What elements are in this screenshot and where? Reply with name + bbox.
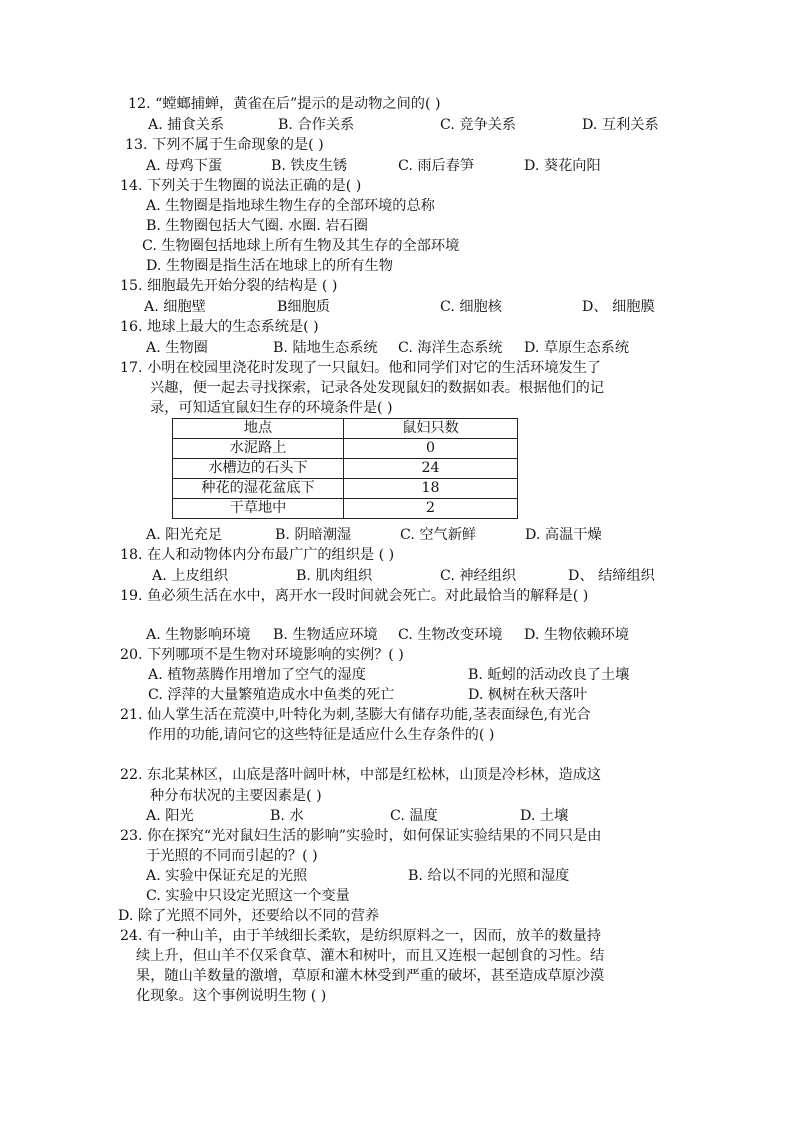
table-header-row bbox=[173, 419, 518, 439]
q14-option-b[interactable]: B. 生物圈包括大气圈. 水圈. 岩石圈 bbox=[146, 218, 368, 234]
q23-stem-line-2: 于光照的不同而引起的？( ) bbox=[146, 848, 318, 864]
q22-stem-line-2: 种分布状况的主要因素是( ) bbox=[150, 788, 322, 804]
table-cell-location: 水槽边的石头下 bbox=[173, 459, 344, 479]
q12-option-b[interactable]: B. 合作关系 bbox=[278, 117, 355, 133]
q17-option-d[interactable]: D. 高温干燥 bbox=[525, 527, 602, 543]
q12-option-d[interactable]: D. 互利关系 bbox=[582, 117, 659, 133]
q21-stem-line-2: 作用的功能,请问它的这些特征是适应什么生存条件的( ) bbox=[148, 727, 495, 743]
q22-option-d[interactable]: D. 土壤 bbox=[520, 808, 569, 824]
q23-option-a[interactable]: A. 实验中保证充足的光照 bbox=[146, 868, 308, 884]
table-cell-count: 0 bbox=[344, 439, 518, 459]
q17-option-c[interactable]: C. 空气新鲜 bbox=[400, 527, 477, 543]
q24-stem-line-3: 果，随山羊数量的激增，草原和灌木林受到严重的破坏，甚至造成草原沙漠 bbox=[136, 968, 605, 984]
q18-option-a[interactable]: A. 上皮组织 bbox=[152, 568, 229, 584]
table-row bbox=[173, 439, 518, 459]
table-header-count: 鼠妇只数 bbox=[344, 419, 518, 439]
q20-option-a[interactable]: A. 植物蒸腾作用增加了空气的湿度 bbox=[148, 667, 366, 683]
q20-option-b[interactable]: B. 蚯蚓的活动改良了土壤 bbox=[468, 667, 630, 683]
woodlouse-data-table bbox=[172, 418, 518, 519]
q13-option-b[interactable]: B. 铁皮生锈 bbox=[271, 158, 348, 174]
q16-option-b[interactable]: B. 陆地生态系统 bbox=[273, 340, 378, 356]
q14-stem: 14. 下列关于生物圈的说法正确的是( ) bbox=[120, 178, 362, 194]
table-cell-location: 种花的湿花盆底下 bbox=[173, 479, 344, 499]
q23-stem-line-1: 23. 你在探究“光对鼠妇生活的影响”实验时，如何保证实验结果的不同只是由 bbox=[120, 828, 602, 844]
q13-option-a[interactable]: A. 母鸡下蛋 bbox=[146, 158, 223, 174]
table-cell-count: 18 bbox=[344, 479, 518, 499]
q24-stem-line-1: 24. 有一种山羊，由于羊绒细长柔软，是纺织原料之一，因而，放羊的数量持 bbox=[120, 928, 602, 944]
q22-option-b[interactable]: B. 水 bbox=[270, 808, 304, 824]
q22-option-c[interactable]: C. 温度 bbox=[390, 808, 438, 824]
q23-option-d[interactable]: D. 除了光照不同外，还要给以不同的营养 bbox=[118, 908, 380, 924]
q14-option-d[interactable]: D. 生物圈是指生活在地球上的所有生物 bbox=[146, 258, 393, 274]
q12-stem: 12. “螳螂捕蝉，黄雀在后”提示的是动物之间的( ) bbox=[128, 96, 441, 112]
q13-option-c[interactable]: C. 雨后春笋 bbox=[398, 158, 475, 174]
q20-stem: 20. 下列哪项不是生物对环境影响的实例？( ) bbox=[120, 647, 404, 663]
table-cell-count: 24 bbox=[344, 459, 518, 479]
q23-option-c[interactable]: C. 实验中只设定光照这一个变量 bbox=[146, 888, 350, 904]
table-cell-location: 水泥路上 bbox=[173, 439, 344, 459]
q15-option-b[interactable]: B细胞质 bbox=[277, 299, 330, 315]
q24-stem-line-2: 续上升，但山羊不仅采食草、灌木和树叶，而且又连根一起刨食的习性。结 bbox=[136, 948, 605, 964]
q21-stem-line-1: 21. 仙人掌生活在荒漠中,叶特化为刺,茎膨大有储存功能,茎表面绿色,有光合 bbox=[120, 707, 591, 723]
q18-option-b[interactable]: B. 肌肉组织 bbox=[296, 568, 373, 584]
q16-option-a[interactable]: A. 生物圈 bbox=[146, 340, 208, 356]
q15-stem: 15. 细胞最先开始分裂的结构是 ( ) bbox=[120, 278, 338, 294]
q17-option-b[interactable]: B. 阴暗潮湿 bbox=[275, 527, 352, 543]
q18-stem: 18. 在人和动物体内分布最广广的组织是 ( ) bbox=[120, 547, 395, 563]
q24-stem-line-4: 化现象。这个事例说明生物 ( ) bbox=[136, 988, 327, 1004]
q19-option-b[interactable]: B. 生物适应环境 bbox=[273, 627, 378, 643]
table-cell-location: 干草地中 bbox=[173, 499, 344, 519]
table-cell-count: 2 bbox=[344, 499, 518, 519]
q22-option-a[interactable]: A. 阳光 bbox=[146, 808, 194, 824]
q17-stem-line-2: 兴趣，便一起去寻找探索，记录各处发现鼠妇的数据如表。根据他们的记 bbox=[150, 380, 605, 396]
q20-option-c[interactable]: C. 浮萍的大量繁殖造成水中鱼类的死亡 bbox=[148, 687, 395, 703]
q15-option-a[interactable]: A. 细胞壁 bbox=[144, 299, 206, 315]
table-row bbox=[173, 499, 518, 519]
q20-option-d[interactable]: D. 枫树在秋天落叶 bbox=[468, 687, 588, 703]
q16-option-c[interactable]: C. 海洋生态系统 bbox=[398, 340, 503, 356]
table-header-location: 地点 bbox=[173, 419, 344, 439]
q14-option-a[interactable]: A. 生物圈是指地球生物生存的全部环境的总称 bbox=[146, 198, 435, 214]
q12-option-c[interactable]: C. 竞争关系 bbox=[440, 117, 517, 133]
q19-option-d[interactable]: D. 生物依赖环境 bbox=[524, 627, 630, 643]
q19-option-c[interactable]: C. 生物改变环境 bbox=[398, 627, 503, 643]
q17-option-a[interactable]: A. 阳光充足 bbox=[146, 527, 223, 543]
q23-option-b[interactable]: B. 给以不同的光照和湿度 bbox=[408, 868, 570, 884]
q17-stem-line-1: 17. 小明在校园里浇花时发现了一只鼠妇。他和同学们对它的生活环境发生了 bbox=[120, 360, 602, 376]
q13-option-d[interactable]: D. 葵花向阳 bbox=[524, 158, 601, 174]
q17-stem-line-3: 录，可知适宜鼠妇生存的环境条件是( ) bbox=[150, 400, 393, 416]
q13-stem: 13. 下列不属于生命现象的是( ) bbox=[125, 137, 324, 153]
q15-option-d[interactable]: D、 细胞膜 bbox=[582, 299, 655, 315]
q19-option-a[interactable]: A. 生物影响环境 bbox=[146, 627, 251, 643]
q22-stem-line-1: 22. 东北某林区，山底是落叶阔叶林，中部是红松林，山顶是冷杉林，造成这 bbox=[120, 767, 602, 783]
q19-stem: 19. 鱼必须生活在水中，离开水一段时间就会死亡。对此最恰当的解释是( ) bbox=[120, 588, 589, 604]
table-row bbox=[173, 479, 518, 499]
q12-option-a[interactable]: A. 捕食关系 bbox=[148, 117, 225, 133]
q14-option-c[interactable]: C. 生物圈包括地球上所有生物及其生存的全部环境 bbox=[142, 238, 460, 254]
q16-option-d[interactable]: D. 草原生态系统 bbox=[524, 340, 630, 356]
q16-stem: 16. 地球上最大的生态系统是( ) bbox=[120, 319, 319, 335]
q18-option-d[interactable]: D、 结缔组织 bbox=[568, 568, 655, 584]
q15-option-c[interactable]: C. 细胞核 bbox=[440, 299, 502, 315]
table-row bbox=[173, 459, 518, 479]
q18-option-c[interactable]: C. 神经组织 bbox=[440, 568, 517, 584]
